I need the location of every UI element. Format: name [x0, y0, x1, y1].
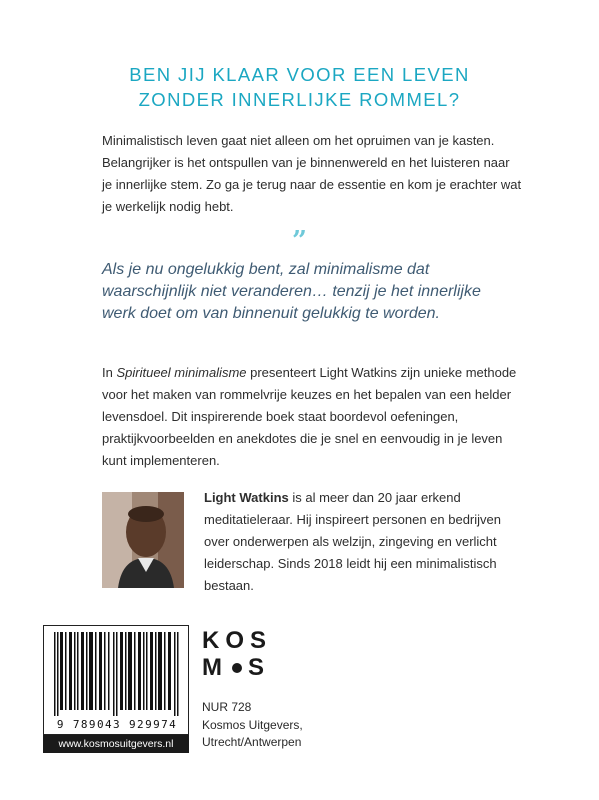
book-title: Spiritueel minimalisme [116, 365, 247, 380]
barcode [43, 625, 189, 735]
logo-letter-m: M [202, 654, 228, 681]
intro-paragraph: Minimalistisch leven gaat niet alleen om het opruimen van je kasten. Belangrijker is het ontspullen van je binnenwereld en het luisteren naar je innerlijke stem. Zo ga je terug naar de essentie en kom je erachter wat je werkelijk nodig hebt. [102, 133, 522, 214]
publisher-name: Kosmos Uitgevers, [202, 717, 303, 732]
publisher-info [202, 699, 402, 752]
back-cover-headline [0, 62, 599, 112]
logo-row-2 [202, 654, 272, 681]
barcode-bars-icon [50, 632, 184, 716]
barcode-number: 9 789043 929974 [56, 718, 178, 731]
logo-letter-s: S [248, 654, 271, 681]
description-prefix: In [102, 365, 117, 380]
logo-row-1: KOS [202, 627, 273, 654]
author-bio-text: is al meer dan 20 jaar erkend meditatieleraar. Hij inspireert personen en bedrijven over onderwerpen als welzijn, zingeving en verlicht leiderschap. Sinds 2018 leidt hij een minimalistisch bestaan. [204, 490, 501, 593]
author-bio [204, 487, 524, 597]
description-text: presenteert Light Watkins zijn unieke methode voor het maken van rommelvrije keuzes en het bepalen van een helder levensdoel. Dit inspirerende boek staat boordevol oefeningen, praktijkvoorbeelden en anekdotes die je snel en eenvoudig in je leven kunt implementeren. [102, 365, 517, 468]
author-photo [102, 492, 184, 588]
publisher-city: Utrecht/Antwerpen [202, 735, 302, 749]
nur-code: NUR 728 [202, 700, 252, 714]
book-description [102, 362, 522, 472]
logo-dot-icon [232, 663, 242, 673]
pull-quote: Als je nu ongelukkig bent, zal minimalisme dat waarschijnlijk niet veranderen… tenzij je het innerlijke werk doet om van binnenuit gelukkig te worden. [102, 261, 481, 322]
kosmos-logo [202, 627, 272, 681]
headline-line-1: BEN JIJ KLAAR VOOR EEN LEVEN [129, 64, 470, 85]
quote-mark-icon: ” [292, 226, 307, 256]
headline-line-2: ZONDER INNERLIJKE ROMMEL? [138, 89, 461, 110]
website-link[interactable]: www.kosmosuitgevers.nl [43, 735, 189, 753]
author-name: Light Watkins [204, 490, 289, 505]
